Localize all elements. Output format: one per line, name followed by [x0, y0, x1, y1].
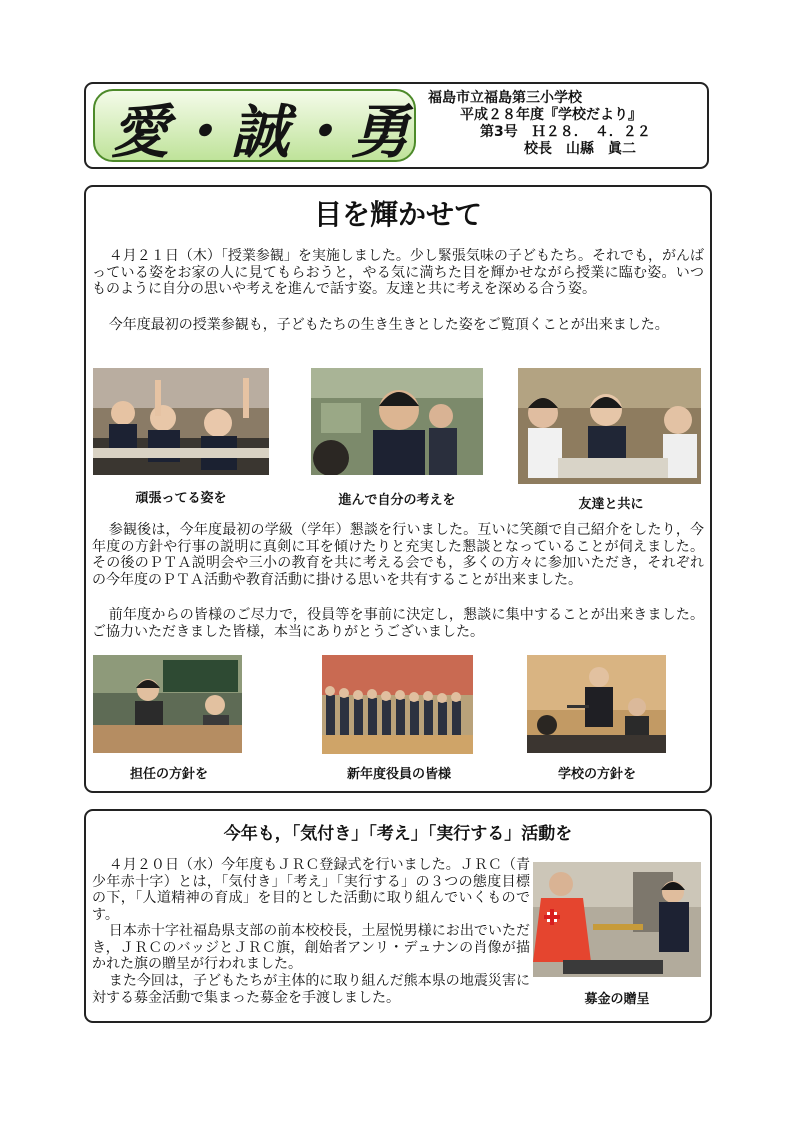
principal-name: 校長 山縣 眞二	[524, 141, 636, 157]
photo-caption: 頑張ってる姿を	[135, 491, 227, 506]
school-motto-logo	[93, 89, 416, 166]
paragraph: 前年度からの皆様のご尽力で，役員等を事前に決定し，懇談に集中することが出来きました。ご協力いただきました皆様，本当にありがとうございました。	[92, 607, 704, 640]
paragraph: 日本赤十字社福島県支部の前本校校長，土屋悦男様にお出でいただき，ＪＲＣのバッジとＪＲＣ旗，創始者アンリ・デュナンの肖像が描かれた旗の贈呈が行われました。	[92, 923, 530, 972]
section-title: 目を輝かせて	[313, 198, 482, 231]
photo-caption: 募金の贈呈	[584, 992, 650, 1007]
photo-caption: 担任の方針を	[129, 767, 208, 782]
photo-school-policy	[527, 655, 666, 753]
paragraph: 今年度最初の授業参観も，子どもたちの生き生きとした姿をご覧頂くことが出来ました。	[108, 317, 669, 333]
jrc-section	[84, 809, 712, 1023]
header-info	[428, 90, 651, 158]
newsletter-header	[84, 82, 709, 169]
photo-donation-presentation	[533, 862, 701, 977]
photo-raising-hands	[93, 368, 269, 475]
class-observation-section	[84, 185, 712, 793]
paragraph: また今回は，子どもたちが主体的に取り組んだ熊本県の地震災害に対する募金活動で集まった募金を手渡しました。	[92, 973, 530, 1006]
paragraph: 参観後は，今年度最初の学級（学年）懇談を行いました。互いに笑顔で自己紹介をしたり，今年度の方針や行事の説明に真剣に耳を傾けたりと充実した懇談となっていることが伺えました。その後のＰＴＡ説明会や三小の教育を共に考える会でも，多くの方々に参加いただき，それぞれの今年度のＰＴＡ活動や教育活動に掛ける思いを共有することが出来ました。	[92, 522, 704, 588]
photo-caption: 学校の方針を	[557, 767, 636, 782]
photo-friends-together	[518, 368, 701, 484]
photo-caption: 新年度役員の皆様	[346, 767, 451, 782]
paragraph: ４月２０日（水）今年度もＪＲＣ登録式を行いました。ＪＲＣ（青少年赤十字）とは，「気付き」「考え」「実行する」の３つの態度目標の下，「人道精神の育成」を目的とした活動に取り組んでいくものです。	[92, 857, 530, 923]
photo-caption: 進んで自分の考えを	[338, 493, 456, 508]
newsletter-name: 平成２８年度『学校だより』	[460, 107, 642, 123]
photo-pta-officers	[322, 655, 473, 754]
paragraph: ４月２１日（木）「授業参観」を実施しました。少し緊張気味の子どもたち。それでも，がんばっている姿をお家の人に見てもらおうと，やる気に満ちた目を輝かせながら授業に臨む姿。いつものように自分の思いや考えを進んで話す姿。友達と共に考えを深める合う姿。	[92, 248, 704, 297]
section-title: 今年も，「気付き」「考え」「実行する」活動を	[223, 824, 573, 844]
motto-text: 愛・誠・勇	[111, 98, 412, 166]
photo-speaking-student	[311, 368, 483, 475]
school-name: 福島市立福島第三小学校	[428, 90, 582, 106]
issue-date: 第3号 Ｈ２８． ４．２２	[480, 124, 651, 140]
photo-homeroom-teacher	[93, 655, 242, 753]
photo-caption: 友達と共に	[578, 497, 644, 512]
